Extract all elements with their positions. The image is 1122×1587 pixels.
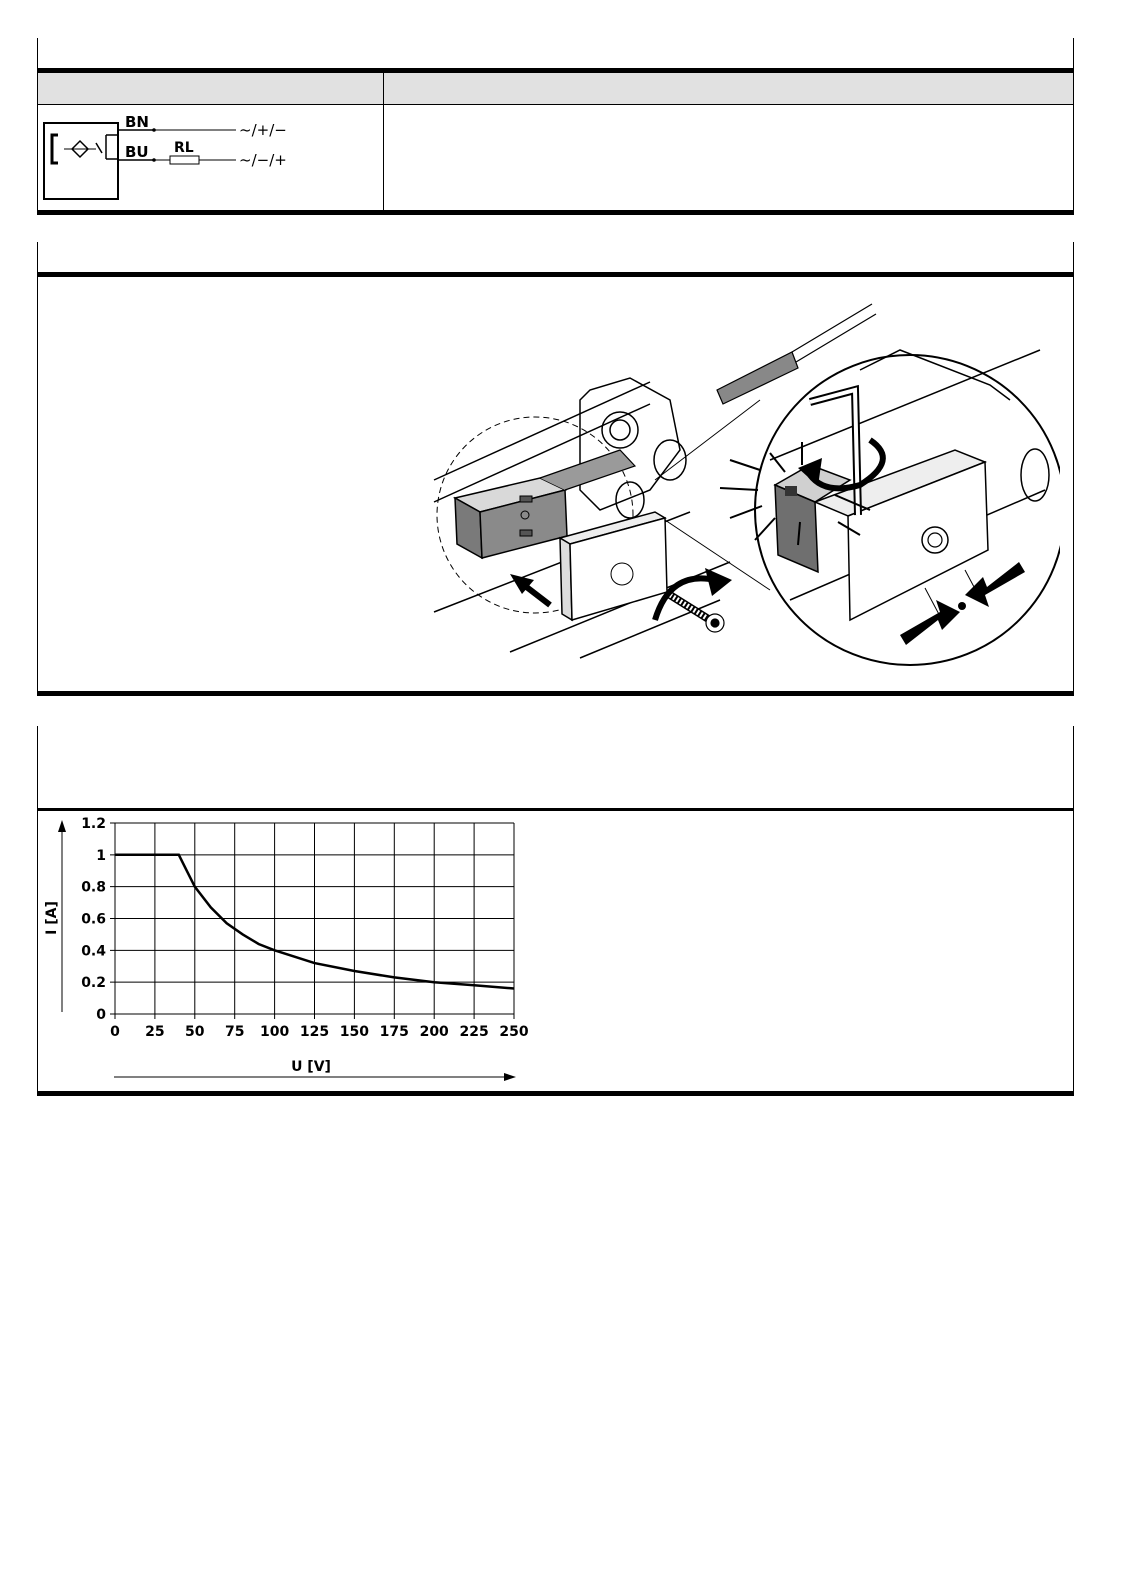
mounting-right-border [1073, 277, 1074, 691]
x-tick-label: 125 [299, 1024, 330, 1040]
table-header-cell-left [38, 73, 383, 104]
table-bottom-rule [37, 210, 1074, 215]
x-tick-label: 175 [379, 1024, 409, 1040]
polarity-top: ~/+/− [239, 121, 287, 139]
wiring-diagram [38, 105, 338, 209]
table-column-divider [383, 73, 384, 210]
frame-right [1073, 242, 1074, 272]
resistor-label: RL [174, 140, 194, 156]
mounting-illustration [430, 290, 1060, 680]
y-tick-label: 1.2 [81, 816, 106, 832]
clamp-block-icon [560, 512, 667, 620]
frame-left [37, 38, 38, 68]
mounting-top-rule [37, 272, 1074, 277]
x-tick-label: 100 [259, 1024, 290, 1040]
x-tick-label: 75 [224, 1024, 245, 1040]
load-curve-chart [38, 812, 558, 1088]
frame-right [1073, 726, 1074, 809]
screw-icon [670, 595, 724, 632]
y-tick-label: 0.4 [81, 943, 106, 960]
curve-top-rule [37, 808, 1074, 811]
frame-right [1073, 38, 1074, 68]
x-tick-label: 200 [419, 1024, 449, 1040]
curve-right-border [1073, 811, 1074, 1091]
x-tick-label: 0 [110, 1024, 120, 1040]
mounting-left-border [37, 277, 38, 691]
x-axis-label: U [V] [291, 1059, 331, 1075]
x-tick-label: 50 [185, 1024, 205, 1040]
y-axis-label: I [A] [44, 901, 60, 935]
polarity-bottom: ~/−/+ [239, 151, 287, 169]
y-tick-label: 0.8 [81, 879, 106, 896]
curve-bottom-rule [37, 1091, 1074, 1096]
x-tick-label: 150 [339, 1024, 370, 1040]
table-header-cell-right [384, 73, 1073, 104]
x-tick-label: 225 [459, 1024, 489, 1040]
wire-code-bu: BU [125, 143, 149, 161]
x-tick-label: 25 [145, 1024, 165, 1040]
y-tick-label: 1 [96, 847, 106, 864]
push-arrow-icon [510, 574, 550, 605]
y-tick-label: 0.6 [81, 911, 106, 928]
y-tick-label: 0 [96, 1007, 106, 1023]
frame-left [37, 726, 38, 809]
y-tick-label: 0.2 [81, 975, 106, 992]
mounting-bottom-rule [37, 691, 1074, 696]
wire-code-bn: BN [125, 113, 149, 131]
table-right-border [1073, 73, 1074, 210]
frame-left [37, 242, 38, 272]
x-tick-label: 250 [499, 1024, 529, 1040]
